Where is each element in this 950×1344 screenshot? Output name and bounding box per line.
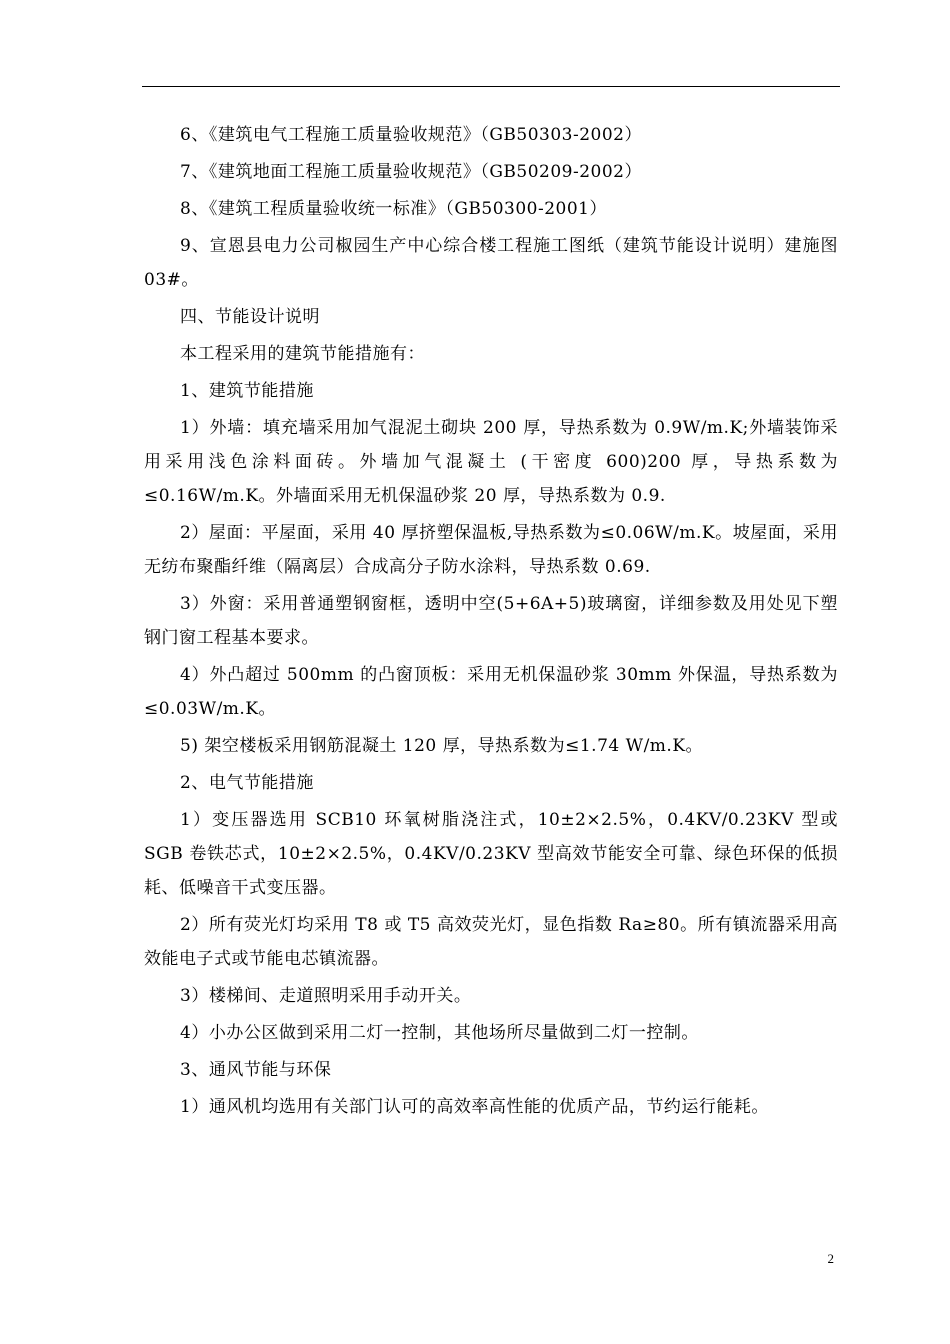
paragraph-fluorescent-lamps: 2）所有荧光灯均采用 T8 或 T5 高效荧光灯，显色指数 Ra≥80。所有镇流器采用高效能电子式或节能电芯镇流器。 [144, 915, 838, 969]
paragraph-stair-lighting: 3）楼梯间、走道照明采用手动开关。 [180, 986, 472, 1006]
document-body [144, 118, 838, 1127]
subheading-ventilation: 3、通风节能与环保 [180, 1060, 332, 1080]
subheading-electrical-measures: 2、电气节能措施 [180, 773, 314, 793]
paragraph-standard-8: 8、《建筑工程质量验收统一标准》（GB50300-2001） [180, 199, 607, 219]
paragraph-exterior-window: 3）外窗：采用普通塑钢窗框，透明中空(5+6A+5)玻璃窗，详细参数及用处见下塑钢门窗工程基本要求。 [144, 594, 838, 648]
paragraph-standard-7: 7、《建筑地面工程施工质量验收规范》（GB50209-2002） [180, 162, 642, 182]
page-number: 2 [827, 1251, 834, 1266]
subheading-building-measures: 1、建筑节能措施 [180, 381, 314, 401]
paragraph-bay-window: 4）外凸超过 500mm 的凸窗顶板：采用无机保温砂浆 30mm 外保温，导热系数为≤0.03W/m.K。 [144, 665, 838, 719]
paragraph-office-lighting: 4）小办公区做到采用二灯一控制，其他场所尽量做到二灯一控制。 [180, 1023, 699, 1043]
paragraph-standard-6: 6、《建筑电气工程施工质量验收规范》（GB50303-2002） [180, 125, 642, 145]
section-heading-energy-design: 四、节能设计说明 [180, 307, 320, 327]
header-rule [142, 86, 840, 87]
paragraph-intro: 本工程采用的建筑节能措施有： [180, 344, 425, 364]
paragraph-transformer: 1）变压器选用 SCB10 环氧树脂浇注式，10±2×2.5%，0.4KV/0.23KV 型或 SGB 卷铁芯式，10±2×2.5%，0.4KV/0.23KV 型高效节能安全可靠、绿色环保的低损耗、低噪音干式变压器。 [144, 810, 838, 898]
paragraph-roof: 2）屋面：平屋面，采用 40 厚挤塑保温板,导热系数为≤0.06W/m.K。坡屋面，采用无纺布聚酯纤维（隔离层）合成高分子防水涂料，导热系数 0.69. [144, 523, 838, 577]
paragraph-exterior-wall: 1）外墙：填充墙采用加气混泥土砌块 200 厚，导热系数为 0.9W/m.K;外墙装饰采用采用浅色涂料面砖。外墙加气混凝土 (干密度 600)200 厚，导热系数为≤0.16W/m.K。外墙面采用无机保温砂浆 20 厚，导热系数为 0.9. [144, 418, 838, 506]
paragraph-standard-9: 9、宣恩县电力公司椒园生产中心综合楼工程施工图纸（建筑节能设计说明）建施图 03#。 [144, 236, 838, 290]
paragraph-fans: 1）通风机均选用有关部门认可的高效率高性能的优质产品，节约运行能耗。 [180, 1097, 769, 1117]
paragraph-floor-slab: 5) 架空楼板采用钢筋混凝土 120 厚，导热系数为≤1.74 W/m.K。 [180, 736, 704, 756]
